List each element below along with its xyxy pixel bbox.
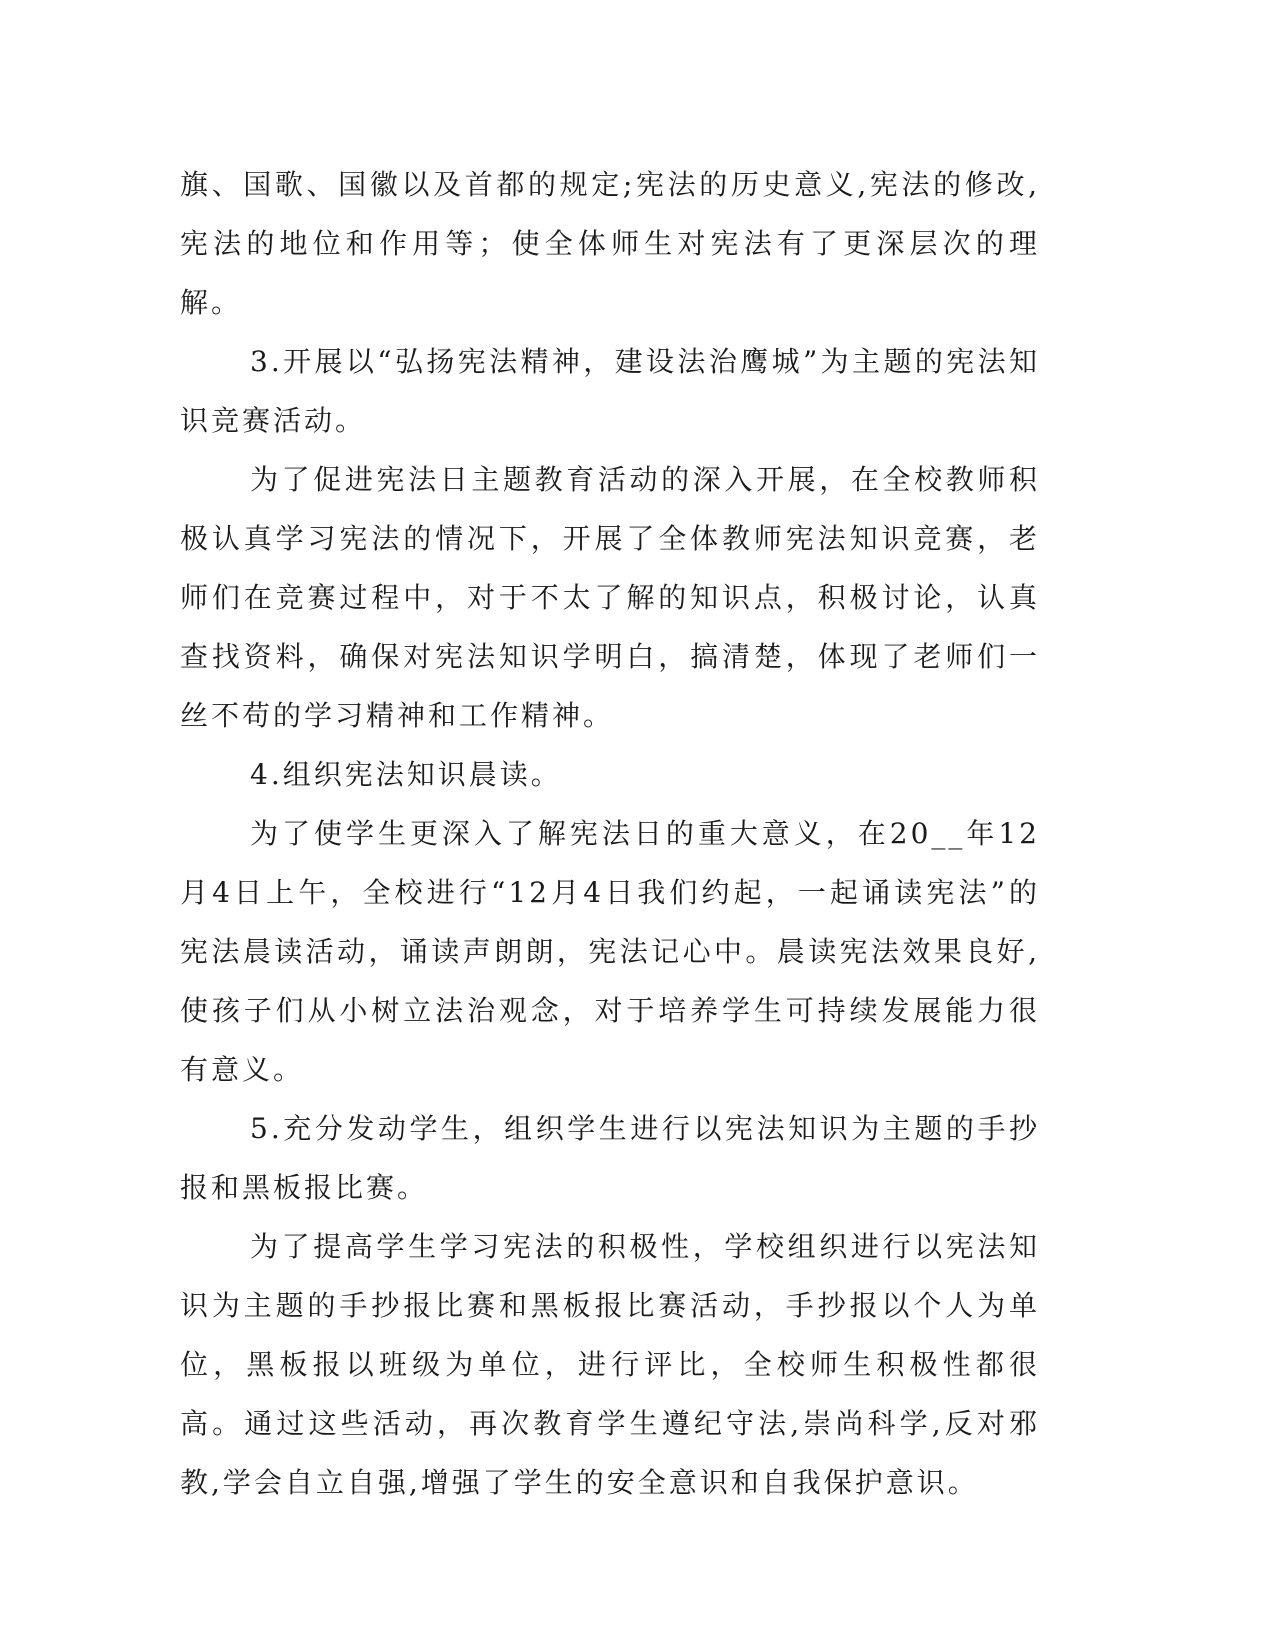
heading-item-3: 3.开展以“弘扬宪法精神，建设法治鹰城”为主题的宪法知识竞赛活动。 <box>180 345 1040 437</box>
paragraph-flag-anthem: 旗、国歌、国徽以及首都的规定;宪法的历史意义,宪法的修改,宪法的地位和作用等；使全体师生对宪法有了更深层次的理解。 <box>180 168 1040 319</box>
paragraph-teacher-contest: 为了促进宪法日主题教育活动的深入开展，在全校教师积极认真学习宪法的情况下，开展了全体教师宪法知识竞赛，老师们在竞赛过程中，对于不太了解的知识点，积极讨论，认真查找资料，确保对宪法知识学明白，搞清楚，体现了老师们一丝不苟的学习精神和工作精神。 <box>180 463 1040 732</box>
document-body <box>180 155 1040 1512</box>
paragraph-morning-reading: 为了使学生更深入了解宪法日的重大意义，在20__年12月4日上午，全校进行“12月4日我们约起，一起诵读宪法”的宪法晨读活动，诵读声朗朗，宪法记心中。晨读宪法效果良好,使孩子们从小树立法治观念，对于培养学生可持续发展能力很有意义。 <box>180 817 1040 1086</box>
heading-item-5: 5.充分发动学生，组织学生进行以宪法知识为主题的手抄报和黑板报比赛。 <box>180 1112 1040 1204</box>
paragraph-newspaper-contest: 为了提高学生学习宪法的积极性，学校组织进行以宪法知识为主题的手抄报比赛和黑板报比赛活动，手抄报以个人为单位，黑板报以班级为单位，进行评比，全校师生积极性都很高。通过这些活动，再次教育学生遵纪守法,崇尚科学,反对邪教,学会自立自强,增强了学生的安全意识和自我保护意识。 <box>180 1230 1040 1499</box>
heading-item-4: 4.组织宪法知识晨读。 <box>250 758 562 791</box>
